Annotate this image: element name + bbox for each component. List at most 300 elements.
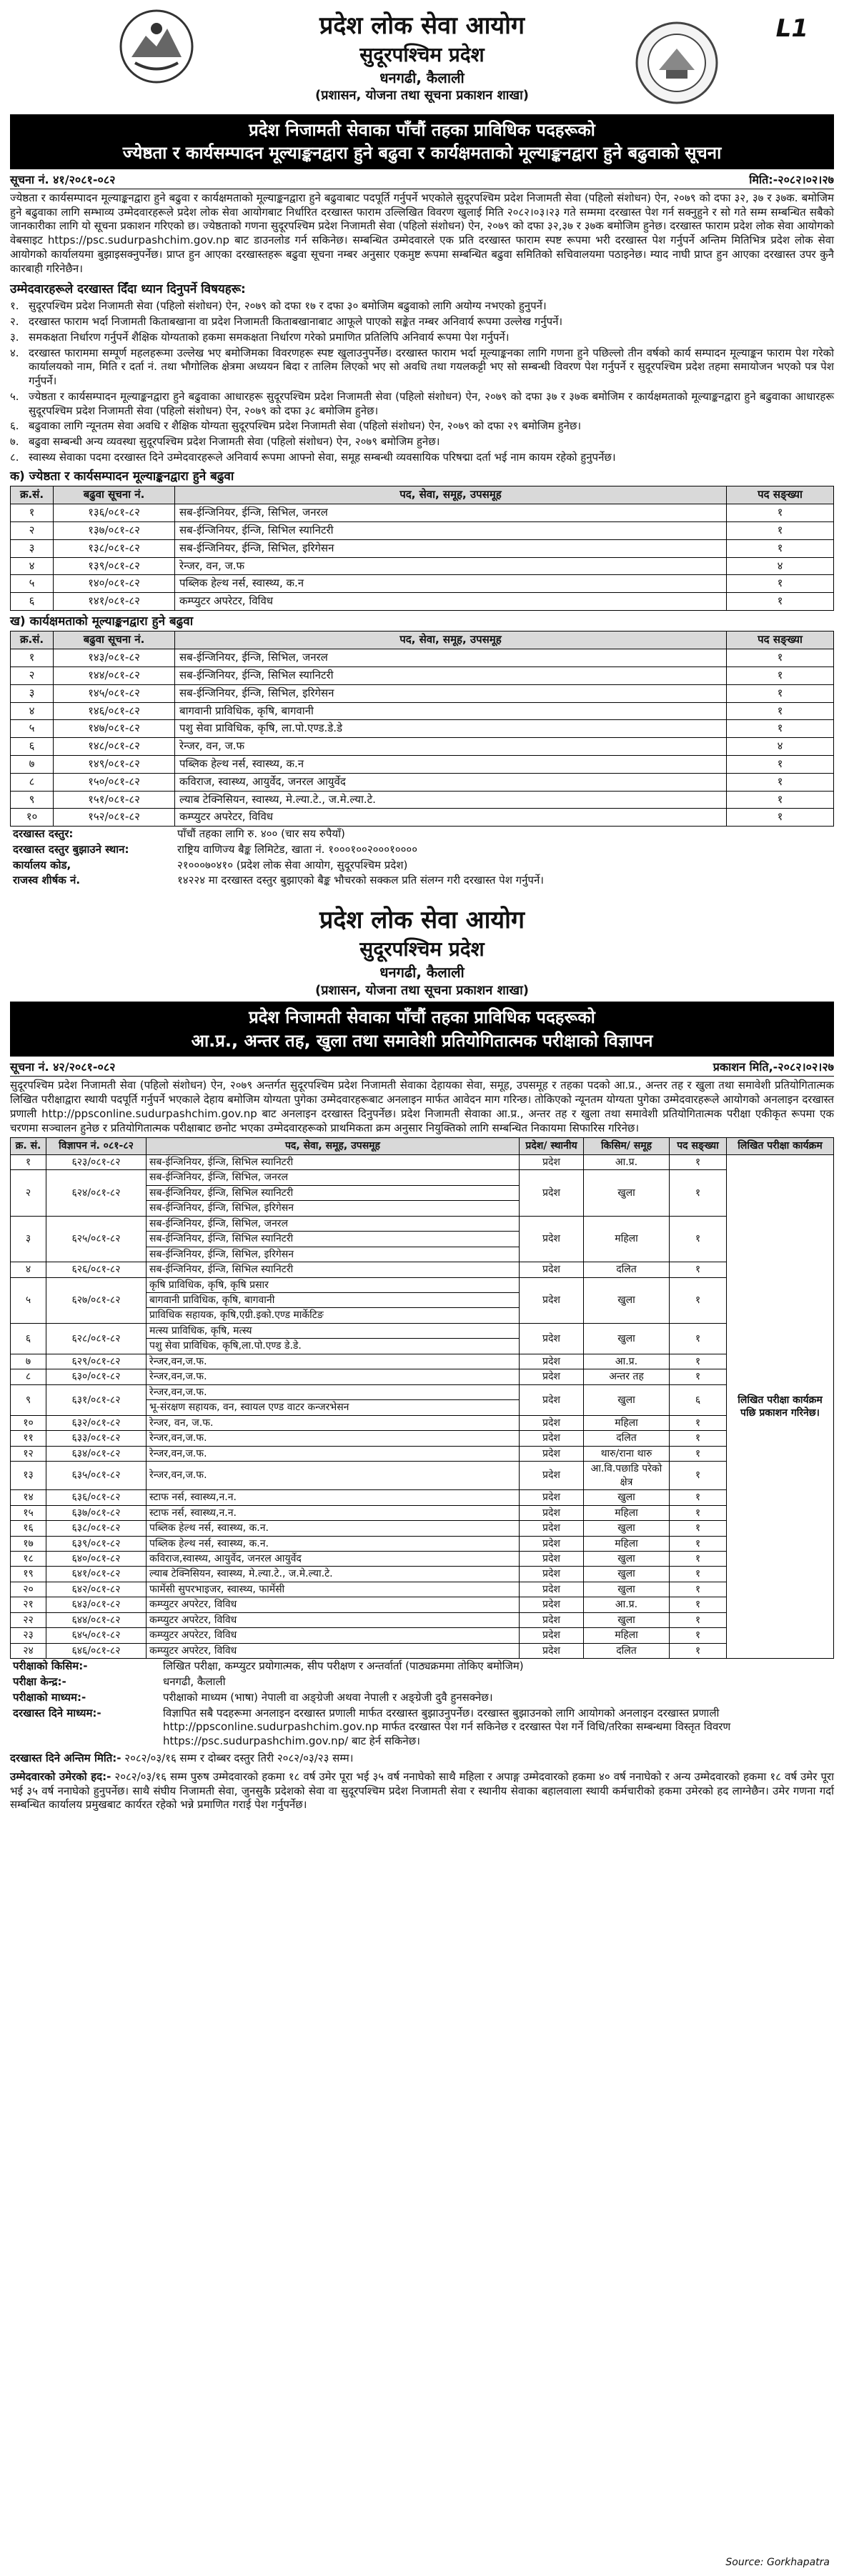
table-cell: ४ xyxy=(727,738,834,756)
fee-value: राष्ट्रिय वाणिज्य बैङ्क लिमिटेड, खाता नं. १०००१००२०००१०००० xyxy=(177,842,418,856)
table-cell: पब्लिक हेल्थ नर्स, स्वास्थ्य, क.न xyxy=(175,575,727,593)
vacancy-level: प्रदेश xyxy=(520,1521,584,1536)
vacancy-level: प्रदेश xyxy=(520,1462,584,1490)
vacancy-type: महिला xyxy=(584,1536,670,1551)
vacancy-type: खुला xyxy=(584,1521,670,1536)
vacancy-type: दलित xyxy=(584,1431,670,1446)
org-title-2: प्रदेश लोक सेवा आयोग xyxy=(319,906,525,935)
vacancy-row xyxy=(11,1446,834,1461)
fee-value: २१०००७०४१० (प्रदेश लोक सेवा आयोग, सुदूरपश्चिम प्रदेश) xyxy=(177,858,408,872)
attention-item-text: दरखास्त फाराममा सम्पूर्ण महलहरूमा उल्लेख भए बमोजिमका विवरणहरू स्पष्ट खुलाउनुपर्नेछ। दरखास्त फाराम भर्दा मूल्याङ्कनका लागि गणना हुने पछिल्लो तीन वर्षको कार्य सम्पादन मूल्याङ्कन फाराम पेश गरेको कार्यालयको नाम, मिति र दर्ता नं. तथा भौगोलिक क्षेत्रमा अध्ययन बिदा र तालिम लिएको भए सो अवधि तथा गयलकट्टी भए सो सम्बन्धी विवरण पेश गर्नुपर्ने र सुदूरपश्चिम प्रदेश तहमा समायोजन भएको पत्र पेश गर्नुपर्ने। xyxy=(29,346,834,388)
exam-info-label: दरखास्त दिने माध्यम:- xyxy=(13,1706,101,1719)
vacancy-post: भू-संरक्षण सहायक, वन, स्वायल एण्ड वाटर कन्जरभेसन xyxy=(147,1400,520,1415)
vacancy-header-cell: क्र. सं. xyxy=(11,1138,46,1154)
table-cell: १ xyxy=(727,575,834,593)
vacancy-row xyxy=(11,1354,834,1369)
vacancy-post: पब्लिक हेल्थ नर्स, स्वास्थ्य, क.न. xyxy=(147,1521,520,1536)
age-value: २०८२/०३/१६ सम्म पुरुष उम्मेदवारको हकमा १८ वर्ष उमेर पूरा भई ३५ वर्ष ननाघेको साथै महिला र अपाङ्ग उम्मेदवारको हकमा ४० वर्ष ननाघेको र अन्य उम्मेदवारको हकमा १८ वर्ष उमेर पूरा भई ३५ वर्ष ननाघेको हुनुपर्नेछ। साथै संघीय निजामती सेवा, जुनसुकै प्रदेशको सेवा वा सुदूरपश्चिम प्रदेश निजामती सेवा र स्थानीय सेवाका बहालवाला स्थायी कर्मचारीको हकमा उमेरको हद लाग्नेछैन। उमेर गणना गर्दा सम्बन्धित कार्यालय प्रमुखबाट कार्यरत रहेको भन्ने प्रमाणित गराई पेश गर्नुपर्नेछ। xyxy=(10,1769,834,1812)
vacancy-sn: १४ xyxy=(11,1490,46,1505)
attention-item xyxy=(10,299,834,314)
vacancy-count: १ xyxy=(670,1582,727,1597)
header-2 xyxy=(10,894,834,999)
vacancy-type: महिला xyxy=(584,1505,670,1520)
table-row xyxy=(11,649,834,667)
table-cell: १५१/०८१-८२ xyxy=(54,791,175,809)
table-cell: ५ xyxy=(11,720,54,738)
vacancy-type: महिला xyxy=(584,1415,670,1430)
vacancy-type: महिला xyxy=(584,1628,670,1643)
table-cell: १४१/०८१-८२ xyxy=(54,593,175,611)
notice1-banner xyxy=(10,114,834,169)
vacancy-post: स्टाफ नर्स, स्वास्थ्य,न.न. xyxy=(147,1505,520,1520)
table-cell: १४०/०८१-८२ xyxy=(54,575,175,593)
table-row xyxy=(11,738,834,756)
vacancy-post: रेन्जर,वन,ज.फ. xyxy=(147,1369,520,1384)
table-header-cell: क्र.सं. xyxy=(11,486,54,504)
vacancy-ad-number: ६४१/०८१-८२ xyxy=(46,1567,147,1582)
vacancy-level: प्रदेश xyxy=(520,1612,584,1627)
vacancy-sn: ११ xyxy=(11,1431,46,1446)
vacancy-type: दलित xyxy=(584,1262,670,1277)
table-cell: सब-ईन्जिनियर, ईन्जि, सिभिल, जनरल xyxy=(175,504,727,522)
vacancy-ad-number: ६२६/०८१-८२ xyxy=(46,1262,147,1277)
table-cell: पशु सेवा प्राविधिक, कृषि, ला.पो.एण्ड.डे.डे xyxy=(175,720,727,738)
vacancy-post: पब्लिक हेल्थ नर्स, स्वास्थ्य, क.न. xyxy=(147,1536,520,1551)
vacancy-level: प्रदेश xyxy=(520,1446,584,1461)
table-row xyxy=(11,702,834,720)
notice1-banner-line2: ज्येष्ठता र कार्यसम्पादन मूल्याङ्कनद्वारा हुने बढुवा र कार्यक्षमताको मूल्याङ्कनद्वारा हुने बढुवाको सूचना xyxy=(122,143,722,164)
table-cell: सब-ईन्जिनियर, ईन्जि, सिभिल स्यानिटरी xyxy=(175,667,727,684)
vacancy-count: १ xyxy=(670,1643,727,1658)
vacancy-header-cell: लिखित परीक्षा कार्यक्रम xyxy=(727,1138,834,1154)
attention-item-number: १. xyxy=(10,299,19,313)
vacancy-post: पशु सेवा प्राविधिक, कृषि,ला.पो.एण्ड डे.डे. xyxy=(147,1339,520,1354)
table-cell: रेन्जर, वन, ज.फ xyxy=(175,738,727,756)
vacancy-type: थारु/राना थारु xyxy=(584,1446,670,1461)
table-row xyxy=(11,575,834,593)
table-cell: १ xyxy=(727,667,834,684)
vacancy-count: १ xyxy=(670,1369,727,1384)
vacancy-ad-number: ६४०/०८१-८२ xyxy=(46,1551,147,1566)
exam-info-value: लिखित परीक्षा, कम्प्युटर प्रयोगात्मक, सीप परीक्षण र अन्तर्वार्ता (पाठ्यक्रममा तोकिए बमोजिम) xyxy=(163,1659,524,1673)
vacancy-ad-number: ६२३/०८१-८२ xyxy=(46,1154,147,1169)
table-cell: ६ xyxy=(11,593,54,611)
vacancy-row xyxy=(11,1582,834,1597)
notice2-intro: सुदूरपश्चिम प्रदेश निजामती सेवा (पहिलो संशोधन) ऐन, २०७९ अन्तर्गत सुदूरपश्चिम प्रदेश निजामती सेवाका देहायका सेवा, समूह, उपसमूह र तहका पदको आ.प्र., अन्तर तह र खुला तथा समावेशी प्रतियोगितात्मक लिखित परीक्षाद्वारा स्थायी पदपूर्ति गर्नुपर्ने भएकाले देहाय बमोजिम योग्यता पुगेका उम्मेदवारहरूबाट अनलाइन मार्फत आवेदन माग गरिन्छ। तोकिएको न्यूनतम योग्यता पुगेका उम्मेदवारहरूले आयोगको अनलाइन दरखास्त प्रणाली http://ppsconline.sudurpashchim.gov.np बाट अनलाइन दरखास्त दिनुपर्नेछ। प्रदेश निजामती सेवाका आ.प्र., अन्तर तह र खुला तथा समावेशी प्रतियोगितात्मक परीक्षा एकीकृत रूपमा एक चरणमा सञ्चालन हुनेछ र प्रतियोगितात्मक परीक्षाबाट छनोट भएका उम्मेदवारहरूको प्राथमिकता क्रम अनुसार नियुक्तिको लागि सम्बन्धित निकायमा सिफारिस गरिनेछ। xyxy=(10,1079,834,1134)
attention-item xyxy=(10,434,834,450)
vacancy-level: प्रदेश xyxy=(520,1384,584,1415)
table-cell: १३७/०८१-८२ xyxy=(54,521,175,539)
deadline-value: २०८२/०३/१६ सम्म र दोब्बर दस्तुर तिरी २०८२/०३/२३ सम्म। xyxy=(124,1752,354,1765)
table-cell: १ xyxy=(727,702,834,720)
vacancy-type: खुला xyxy=(584,1582,670,1597)
vacancy-level: प्रदेश xyxy=(520,1216,584,1262)
attention-item-text: दरखास्त फाराम भर्दा निजामती किताबखाना वा प्रदेश निजामती किताबखानाबाट आफूले पाएको सङ्केत नम्बर अनिवार्य रूपमा उल्लेख गर्नुपर्ने। xyxy=(29,314,563,328)
table-cell: रेन्जर, वन, ज.फ xyxy=(175,557,727,575)
table-cell: २ xyxy=(11,667,54,684)
vacancy-ad-number: ६३४/०८१-८२ xyxy=(46,1446,147,1461)
vacancy-row xyxy=(11,1628,834,1643)
table-cell: बागवानी प्राविधिक, कृषि, बागवानी xyxy=(175,702,727,720)
org-branch-2: (प्रशासन, योजना तथा सूचना प्रकाशन शाखा) xyxy=(315,982,529,998)
table-cell: सब-ईन्जिनियर, ईन्जि, सिभिल, जनरल xyxy=(175,649,727,667)
nepal-emblem-icon xyxy=(117,7,196,86)
table-row xyxy=(11,557,834,575)
org-city: धनगढी, कैलाली xyxy=(379,69,465,86)
vacancy-ad-number: ६२४/०८१-८२ xyxy=(46,1170,147,1216)
vacancy-ad-number: ६२७/०८१-८२ xyxy=(46,1277,147,1323)
vacancy-row xyxy=(11,1536,834,1551)
attention-item xyxy=(10,389,834,419)
vacancy-ad-number: ६४२/०८१-८२ xyxy=(46,1582,147,1597)
vacancy-ad-number: ६३३/०८१-८२ xyxy=(46,1431,147,1446)
table-cell: २ xyxy=(11,521,54,539)
deadline-label: दरखास्त दिने अन्तिम मिति:- xyxy=(10,1752,121,1765)
vacancy-row xyxy=(11,1431,834,1446)
attention-item-text: सुदूरपश्चिम प्रदेश निजामती सेवा (पहिलो संशोधन) ऐन, २०७९ को दफा १७ र दफा ३० बमोजिम बढुवाको लागि अयोग्य नभएको हुनुपर्ने। xyxy=(29,299,547,313)
table-cell: १ xyxy=(11,649,54,667)
vacancy-type: खुला xyxy=(584,1170,670,1216)
vacancy-row xyxy=(11,1505,834,1520)
vacancy-row xyxy=(11,1369,834,1384)
table-cell: १ xyxy=(727,504,834,522)
vacancy-post: कम्प्युटर अपरेटर, विविध xyxy=(147,1612,520,1627)
vacancy-level: प्रदेश xyxy=(520,1643,584,1658)
vacancy-ad-number: ६३७/०८१-८२ xyxy=(46,1505,147,1520)
vacancy-count: १ xyxy=(670,1612,727,1627)
vacancy-post: रेन्जर,वन,ज.फ. xyxy=(147,1446,520,1461)
table-cell: १४५/०८१-८२ xyxy=(54,684,175,702)
vacancy-row xyxy=(11,1597,834,1612)
fee-row xyxy=(10,858,834,874)
table-cell: १३९/०८१-८२ xyxy=(54,557,175,575)
vacancy-count: १ xyxy=(670,1154,727,1169)
vacancy-row xyxy=(11,1521,834,1536)
notice2-meta xyxy=(10,1058,834,1077)
vacancy-count: १ xyxy=(670,1521,727,1536)
notice1-meta xyxy=(10,171,834,189)
vacancy-sn: ३ xyxy=(11,1216,46,1262)
exam-info-row xyxy=(10,1674,834,1690)
vacancy-level: प्रदेश xyxy=(520,1628,584,1643)
table-header-cell: क्र.सं. xyxy=(11,631,54,649)
vacancy-level: प्रदेश xyxy=(520,1505,584,1520)
vacancy-level: प्रदेश xyxy=(520,1567,584,1582)
vacancy-table xyxy=(10,1137,834,1659)
source-credit: Source: Gorkhapatra xyxy=(725,2556,830,2568)
vacancy-post: कृषि प्राविधिक, कृषि, कृषि प्रसार xyxy=(147,1277,520,1292)
vacancy-sn: २१ xyxy=(11,1597,46,1612)
table-cell: ४ xyxy=(727,557,834,575)
attention-item xyxy=(10,419,834,434)
fee-value: पाँचौं तहका लागि रु. ४०० (चार सय रुपैयाँ) xyxy=(177,827,345,841)
vacancy-type: आ.प्र. xyxy=(584,1154,670,1169)
vacancy-row xyxy=(11,1551,834,1566)
attention-item-text: बढुवा सम्बन्धी अन्य व्यवस्था सुदूरपश्चिम प्रदेश निजामती सेवा (पहिलो संशोधन) ऐन, २०७९ बमोजिम हुनेछ। xyxy=(29,435,440,449)
vacancy-ad-number: ६३१/०८१-८२ xyxy=(46,1384,147,1415)
org-branch: (प्रशासन, योजना तथा सूचना प्रकाशन शाखा) xyxy=(315,88,529,104)
attention-item-text: ज्येष्ठता र कार्यसम्पादन मूल्याङ्कनद्वारा हुने बढुवाका आधारहरू सुदूरपश्चिम प्रदेश निजामती सेवा (पहिलो संशोधन) ऐन, २०७९ को दफा ३७ र ३७क बमोजिम र कार्यक्षमताको मूल्याङ्कनद्वारा हुने बढुवाका आधारहरू सुदूरपश्चिम प्रदेश निजामती सेवा (पहिलो संशोधन) ऐन, २०७९ को दफा ३८ बमोजिम हुनेछ। xyxy=(29,389,834,417)
attention-item-number: ८. xyxy=(10,451,19,464)
table-cell: १४६/०८१-८२ xyxy=(54,702,175,720)
age-label: उम्मेदवारको उमेरको हद:- xyxy=(10,1769,111,1783)
table-cell: १ xyxy=(727,720,834,738)
table-header-cell: पद सङ्ख्या xyxy=(727,631,834,649)
exam-info-value: धनगढी, कैलाली xyxy=(163,1675,226,1689)
vacancy-row xyxy=(11,1384,834,1399)
vacancy-sn: २ xyxy=(11,1170,46,1216)
vacancy-ad-number: ६२८/०८१-८२ xyxy=(46,1323,147,1354)
table-b-title: ख) कार्यक्षमताको मूल्याङ्कनद्वारा हुने बढुवा xyxy=(10,614,194,629)
vacancy-row xyxy=(11,1216,834,1231)
vacancy-ad-number: ६४६/०८१-८२ xyxy=(46,1643,147,1658)
vacancy-post: रेन्जर, वन, ज.फ. xyxy=(147,1415,520,1430)
attention-heading: उम्मेदवारहरूले दरखास्त दिँदा ध्यान दिनुपर्ने विषयहरू: xyxy=(10,281,246,296)
vacancy-type: खुला xyxy=(584,1490,670,1505)
vacancy-count: १ xyxy=(670,1431,727,1446)
vacancy-post: रेन्जर,वन,ज.फ. xyxy=(147,1431,520,1446)
vacancy-row xyxy=(11,1490,834,1505)
table-cell: १ xyxy=(11,504,54,522)
vacancy-level: प्रदेश xyxy=(520,1431,584,1446)
vacancy-level: प्रदेश xyxy=(520,1354,584,1369)
table-cell: ४ xyxy=(11,557,54,575)
vacancy-count: १ xyxy=(670,1415,727,1430)
fee-label: राजस्व शीर्षक नं. xyxy=(13,874,81,887)
table-cell: ३ xyxy=(11,684,54,702)
org-city-2: धनगढी, कैलाली xyxy=(379,964,465,982)
table-row xyxy=(11,521,834,539)
vacancy-ad-number: ६४५/०८१-८२ xyxy=(46,1628,147,1643)
notice2-date: प्रकाशन मिति,-२०८२।०२।२७ xyxy=(713,1060,834,1074)
vacancy-level: प्रदेश xyxy=(520,1490,584,1505)
vacancy-post: सब-ईन्जिनियर, ईन्जि, सिभिल, जनरल xyxy=(147,1216,520,1231)
vacancy-row xyxy=(11,1567,834,1582)
commission-seal-icon xyxy=(634,20,720,106)
vacancy-header-cell: विज्ञापन नं. ०८१-८२ xyxy=(46,1138,147,1154)
exam-info-value: विज्ञापित सबै पदहरूमा अनलाइन दरखास्त प्रणाली मार्फत दरखास्त बुझाउनुपर्नेछ। दरखास्त बुझाउनको लागि आयोगको अनलाइन दरखास्त प्रणाली http://ppsconline.sudurpashchim.gov.np मार्फत दरखास्त पेश गर्न सकिनेछ र दरखास्त पेश गर्ने विधि/तरिका सम्बन्धमा विस्तृत विवरण https://psc.sudurpashchim.gov.np/ बाट हेर्न सकिनेछ। xyxy=(163,1706,731,1748)
vacancy-sn: ४ xyxy=(11,1262,46,1277)
vacancy-post: रेन्जर,वन,ज.फ. xyxy=(147,1462,520,1490)
notice2-number: सूचना नं. ४२/२०८१-०८२ xyxy=(10,1060,116,1074)
vacancy-sn: ६ xyxy=(11,1323,46,1354)
exam-info-label: परीक्षाको किसिम:- xyxy=(13,1659,88,1673)
vacancy-type: खुला xyxy=(584,1567,670,1582)
vacancy-count: १ xyxy=(670,1354,727,1369)
table-a-title: क) ज्येष्ठता र कार्यसम्पादन मूल्याङ्कनद्वारा हुने बढुवा xyxy=(10,469,234,484)
vacancy-type: अन्तर तह xyxy=(584,1369,670,1384)
table-cell: १४३/०८१-८२ xyxy=(54,649,175,667)
vacancy-post: सब-ईन्जिनियर, ईन्जि, सिभिल स्यानिटरी xyxy=(147,1185,520,1200)
vacancy-sn: ५ xyxy=(11,1277,46,1323)
vacancy-sn: १३ xyxy=(11,1462,46,1490)
vacancy-type: खुला xyxy=(584,1612,670,1627)
vacancy-sn: १८ xyxy=(11,1551,46,1566)
age-row xyxy=(10,1768,834,1814)
table-row xyxy=(11,504,834,522)
page-id: L1 xyxy=(775,14,808,43)
table-header-cell: बढुवा सूचना नं. xyxy=(54,486,175,504)
vacancy-type: खुला xyxy=(584,1551,670,1566)
promotion-table-a xyxy=(10,486,834,611)
vacancy-post: कम्प्युटर अपरेटर, विविध xyxy=(147,1597,520,1612)
notice2-banner-line1: प्रदेश निजामती सेवाका पाँचौं तहका प्राविधिक पदहरूको xyxy=(249,1007,595,1028)
exam-info-row xyxy=(10,1706,834,1749)
vacancy-level: प्रदेश xyxy=(520,1277,584,1323)
table-cell: १ xyxy=(727,809,834,827)
vacancy-post: सब-ईन्जिनियर, ईन्जि, सिभिल, जनरल xyxy=(147,1170,520,1185)
table-cell: १४८/०८१-८२ xyxy=(54,738,175,756)
attention-item xyxy=(10,346,834,389)
vacancy-count: १ xyxy=(670,1536,727,1551)
vacancy-sn: २२ xyxy=(11,1612,46,1627)
vacancy-count: १ xyxy=(670,1262,727,1277)
notice1-date: मिति:-२०८२।०२।२७ xyxy=(749,172,834,186)
fee-row xyxy=(10,827,834,842)
exam-info xyxy=(10,1659,834,1749)
vacancy-type: महिला xyxy=(584,1216,670,1262)
vacancy-post: रेन्जर,वन,ज.फ. xyxy=(147,1384,520,1399)
table-cell: सब-ईन्जिनियर, ईन्जि, सिभिल स्यानिटरी xyxy=(175,521,727,539)
fee-value: १४२२४ मा दरखास्त दस्तुर बुझाएको बैङ्क भौचरको सक्कल प्रति संलग्न गरी दरखास्त पेश गर्नुपर्ने। xyxy=(177,874,544,887)
attention-item-number: ४. xyxy=(10,346,19,359)
vacancy-count: १ xyxy=(670,1567,727,1582)
table-cell: ७ xyxy=(11,755,54,773)
attention-item-text: बढुवाका लागि न्यूनतम सेवा अवधि र शैक्षिक योग्यता सुदूरपश्चिम प्रदेश निजामती सेवा (पहिलो संशोधन) ऐन, २०७९ को दफा २९ बमोजिम हुनेछ। xyxy=(29,419,582,433)
vacancy-post: कम्प्युटर अपरेटर, विविध xyxy=(147,1628,520,1643)
vacancy-row xyxy=(11,1462,834,1490)
vacancy-row xyxy=(11,1415,834,1430)
vacancy-ad-number: ६३०/०८१-८२ xyxy=(46,1369,147,1384)
table-row xyxy=(11,593,834,611)
vacancy-sn: १७ xyxy=(11,1536,46,1551)
vacancy-count: १ xyxy=(670,1551,727,1566)
table-header-cell: पद, सेवा, समूह, उपसमूह xyxy=(175,486,727,504)
vacancy-post: रेन्जर,वन,ज.फ. xyxy=(147,1354,520,1369)
attention-item xyxy=(10,450,834,466)
notice1-intro: ज्येष्ठता र कार्यसम्पादन मूल्याङ्कनद्वारा हुने बढुवा र कार्यक्षमताको मूल्याङ्कनद्वारा हुने बढुवाबाट पदपूर्ति गर्नुपर्ने भएकोले सुदूरपश्चिम प्रदेश निजामती सेवा (पहिलो संशोधन) ऐन, २०७९ को दफा ३२, ३७ र ३७क. बमोजिम हुने बढुवाका लागि सम्भाव्य उम्मेदवारहरूले प्रदेश लोक सेवा आयोगबाट निर्धारित दरखास्त फाराम उल्लिखित विवरण खुलाई मिति २०८२।०३।२३ गते सम्ममा दरखास्त पेश गर्न सक्नुहुने र सो गते सम्म सम्बन्धित सबैको जानकारीका लागि यो सूचना प्रकाशन गरिएको छ। ज्येष्ठताको गणना सुदूरपश्चिम प्रदेश निजामती सेवा (पहिलो संशोधन) ऐन, २०७९ को दफा ३२,३७ र ३७क बमोजिम हुनेछ। दरखास्त फाराम प्रदेश लोक सेवा आयोगको वेबसाइट https://psc.sudurpashchim.gov.np बाट डाउनलोड गर्न सकिनेछ। सम्बन्धित उम्मेदवारले एक प्रति दरखास्त फाराम स्पष्ट रूपमा भरी दरखास्त पेश गर्नुपर्ने अन्तिम मितिभित्र प्रदेश लोक सेवा आयोगको कार्यालयमा बुझाइसक्नुपर्नेछ। प्राप्त हुन आएका दरखास्तहरू बढुवा सूचना नम्बर अनुसार एकमुष्ट रूपमा सम्बन्धित बढुवा समितिको सचिवालयमा पठाइनेछ। म्याद नाघी प्राप्त हुन आएका दरखास्त उपर कुनै कारबाही गरिनेछैन। xyxy=(10,191,834,275)
vacancy-type: आ.प्र. xyxy=(584,1354,670,1369)
vacancy-level: प्रदेश xyxy=(520,1154,584,1169)
vacancy-type: खुला xyxy=(584,1323,670,1354)
attention-item-number: २. xyxy=(10,314,19,328)
exam-info-label: परीक्षाको माध्यम:- xyxy=(13,1690,86,1704)
vacancy-post: ल्याब टेक्निसियन, स्वास्थ्य, मे.ल्या.टे., ज.मे.ल्या.टे. xyxy=(147,1567,520,1582)
vacancy-post: फार्मेसी सुपरभाइजर, स्वास्थ्य, फार्मेसी xyxy=(147,1582,520,1597)
vacancy-count: १ xyxy=(670,1462,727,1490)
vacancy-type: खुला xyxy=(584,1384,670,1415)
vacancy-level: प्रदेश xyxy=(520,1536,584,1551)
org-title: प्रदेश लोक सेवा आयोग xyxy=(319,11,525,40)
vacancy-count: १ xyxy=(670,1216,727,1262)
attention-item-number: ७. xyxy=(10,435,19,449)
vacancy-header-cell: पद, सेवा, समूह, उपसमूह xyxy=(147,1138,520,1154)
table-row xyxy=(11,684,834,702)
vacancy-post: प्राविधिक सहायक, कृषि,एग्री.इको.एण्ड मार्केटिङ xyxy=(147,1308,520,1323)
vacancy-post: सब-ईन्जिनियर, ईन्जि, सिभिल स्यानिटरी xyxy=(147,1262,520,1277)
vacancy-ad-number: ६२५/०८१-८२ xyxy=(46,1216,147,1262)
table-cell: १४७/०८१-८२ xyxy=(54,720,175,738)
attention-item-number: ६. xyxy=(10,419,19,433)
vacancy-header-cell: किसिम/ समूह xyxy=(584,1138,670,1154)
fee-label: दरखास्त दस्तुर: xyxy=(13,827,74,841)
header-1 xyxy=(10,4,834,111)
table-cell: १० xyxy=(11,809,54,827)
fee-label: दरखास्त दस्तुर बुझाउने स्थान: xyxy=(13,842,129,856)
notice2-banner-line2: आ.प्र., अन्तर तह, खुला तथा समावेशी प्रतियोगितात्मक परीक्षाको विज्ञापन xyxy=(191,1030,653,1051)
fee-label: कार्यालय कोड, xyxy=(13,858,71,872)
fee-row xyxy=(10,873,834,889)
table-cell: १४९/०८१-८२ xyxy=(54,755,175,773)
attention-item-text: समकक्षता निर्धारण गर्नुपर्ने शैक्षिक योग्यताको हकमा समकक्षता निर्धारण गरेको प्रमाणित प्रतिलिपि अनिवार्य रूपमा पेश गर्नुपर्ने। xyxy=(29,330,510,344)
table-row xyxy=(11,773,834,791)
table-cell: ४ xyxy=(11,702,54,720)
vacancy-count: १ xyxy=(670,1277,727,1323)
vacancy-ad-number: ६३८/०८१-८२ xyxy=(46,1521,147,1536)
table-header-cell: बढुवा सूचना नं. xyxy=(54,631,175,649)
table-cell: ६ xyxy=(11,738,54,756)
vacancy-post: बागवानी प्राविधिक, कृषि, बागवानी xyxy=(147,1293,520,1308)
vacancy-sn: १० xyxy=(11,1415,46,1430)
exam-info-label: परीक्षा केन्द्र:- xyxy=(13,1675,66,1689)
table-cell: कविराज, स्वास्थ्य, आयुर्वेद, जनरल आयुर्वेद xyxy=(175,773,727,791)
vacancy-ad-number: ६४३/०८१-८२ xyxy=(46,1597,147,1612)
table-cell: १ xyxy=(727,791,834,809)
vacancy-count: १ xyxy=(670,1597,727,1612)
table-cell: १५२/०८१-८२ xyxy=(54,809,175,827)
vacancy-sn: १९ xyxy=(11,1567,46,1582)
vacancy-sn: ७ xyxy=(11,1354,46,1369)
vacancy-count: १ xyxy=(670,1446,727,1461)
vacancy-sn: १६ xyxy=(11,1521,46,1536)
vacancy-type: आ.प्र. xyxy=(584,1597,670,1612)
vacancy-type: खुला xyxy=(584,1277,670,1323)
vacancy-post: सब-ईन्जिनियर, ईन्जि, सिभिल स्यानिटरी xyxy=(147,1154,520,1169)
fee-info xyxy=(10,827,834,889)
vacancy-sn: १ xyxy=(11,1154,46,1169)
org-province-2: सुदूरपश्चिम प्रदेश xyxy=(359,937,485,962)
vacancy-header-cell: पद सङ्ख्या xyxy=(670,1138,727,1154)
attention-item-number: ३. xyxy=(10,330,19,344)
vacancy-ad-number: ६३६/०८१-८२ xyxy=(46,1490,147,1505)
vacancy-count: १ xyxy=(670,1490,727,1505)
vacancy-sn: १२ xyxy=(11,1446,46,1461)
org-province: सुदूरपश्चिम प्रदेश xyxy=(359,42,485,66)
vacancy-ad-number: ६३५/०८१-८२ xyxy=(46,1462,147,1490)
vacancy-sn: २३ xyxy=(11,1628,46,1643)
attention-list xyxy=(10,299,834,466)
deadline-row xyxy=(10,1749,834,1768)
table-cell: १३८/०८१-८२ xyxy=(54,539,175,557)
exam-info-value: परीक्षाको माध्यम (भाषा) नेपाली वा अङ्ग्रेजी अथवा नेपाली र अङ्ग्रेजी दुवै हुनसक्नेछ। xyxy=(163,1690,493,1704)
table-cell: १४४/०८१-८२ xyxy=(54,667,175,684)
table-cell: १ xyxy=(727,755,834,773)
vacancy-sn: २४ xyxy=(11,1643,46,1658)
notice2-banner xyxy=(10,1002,834,1057)
attention-item xyxy=(10,330,834,346)
table-cell: १ xyxy=(727,684,834,702)
table-row xyxy=(11,755,834,773)
table-cell: १ xyxy=(727,521,834,539)
vacancy-row xyxy=(11,1170,834,1185)
vacancy-ad-number: ६३२/०८१-८२ xyxy=(46,1415,147,1430)
vacancy-post: मत्स्य प्राविधिक, कृषि, मत्स्य xyxy=(147,1323,520,1338)
table-header-cell: पद, सेवा, समूह, उपसमूह xyxy=(175,631,727,649)
vacancy-row xyxy=(11,1323,834,1338)
vacancy-count: ६ xyxy=(670,1384,727,1415)
vacancy-post: कविराज,स्वास्थ्य, आयुर्वेद, जनरल आयुर्वेद xyxy=(147,1551,520,1566)
vacancy-level: प्रदेश xyxy=(520,1415,584,1430)
